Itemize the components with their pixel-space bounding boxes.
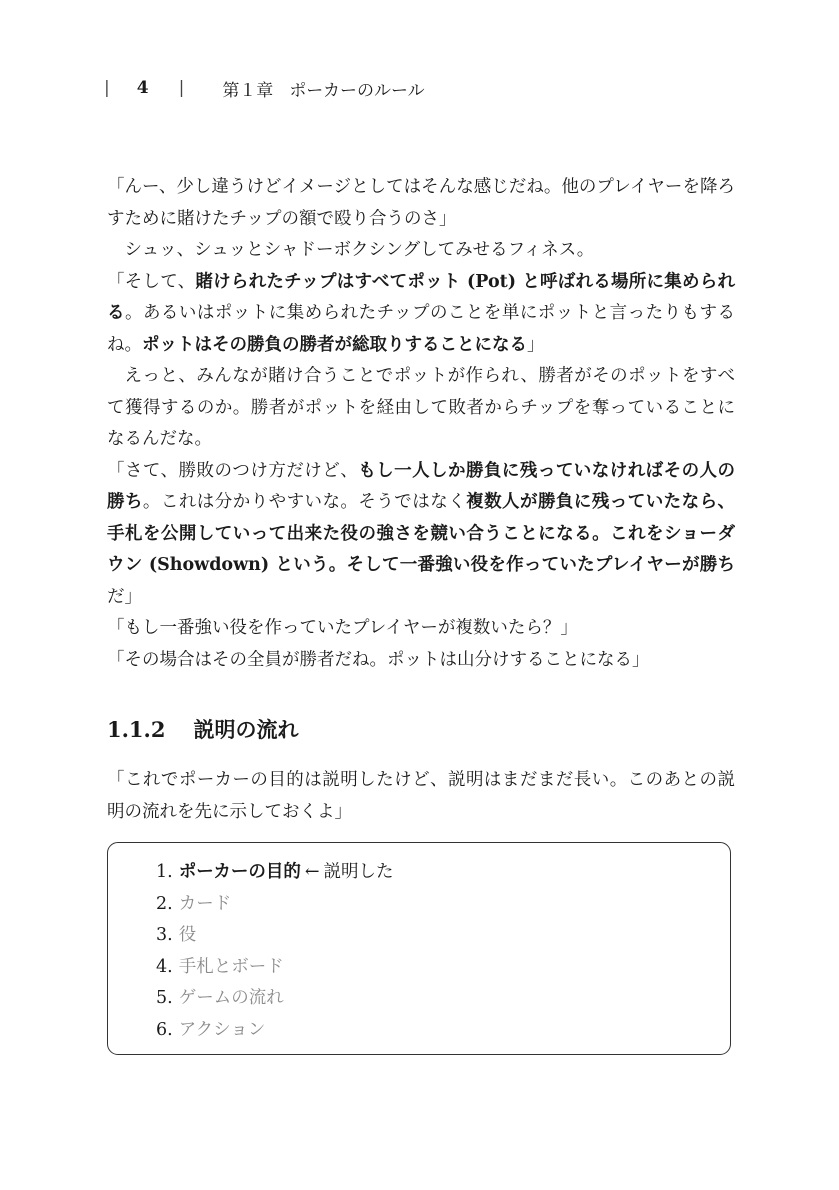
- chapter-label: 第１章: [222, 80, 274, 101]
- paragraph: [107, 267, 735, 362]
- outline-item: [156, 983, 394, 1015]
- paragraph: [107, 361, 735, 456]
- outline-item: [156, 857, 394, 889]
- outline-item-number: 2.: [156, 893, 173, 914]
- outline-list: [156, 857, 394, 1047]
- outline-item-note: 説明した: [323, 862, 394, 882]
- outline-item-number: 6.: [156, 1019, 173, 1040]
- text-run: 「そして、: [107, 271, 196, 292]
- running-header: [104, 76, 425, 100]
- outline-item-label: アクション: [178, 1019, 266, 1040]
- text-run: 。これは分かりやすいな。そうではなく: [142, 492, 467, 512]
- paragraph: [107, 613, 735, 645]
- bold-text: 複数人が勝負に残っていたなら、手札を公開していって出来た役の強さを競い合うことになる。これをショーダウン (Showdown) という。そして一番強い役を作っていたプレイヤーが勝ち: [107, 492, 736, 575]
- section-heading: [107, 714, 298, 744]
- section-paragraph: 「これでポーカーの目的は説明したけど、説明はまだまだ長い。このあとの説明の流れを先に示しておくよ」: [107, 770, 735, 822]
- text-run: えっと、みんなが賭け合うことでポットが作られ、勝者がそのポットをすべて獲得するのか。勝者がポットを経由して敗者からチップを奪っていることになるんだな。: [107, 366, 735, 449]
- text-run: だ」: [107, 586, 142, 607]
- paragraph: [107, 456, 735, 614]
- bold-text: ポットはその勝負の勝者が総取りすることになる: [142, 334, 527, 355]
- outline-item-label: ポーカーの目的: [178, 862, 301, 882]
- outline-item-number: 1.: [156, 862, 173, 882]
- text-run: シュッ、シュッとシャドーボクシングしてみせるフィネス。: [124, 240, 595, 260]
- text-run: 。あるいはポットに集められたチップのことを単にポットと言ったりもするね。: [107, 303, 736, 355]
- text-run: 」: [527, 334, 545, 355]
- section-title: 説明の流れ: [193, 717, 299, 742]
- section-text: [107, 765, 735, 828]
- outline-item: [156, 952, 394, 984]
- outline-item-label: カード: [178, 893, 232, 914]
- text-run: 「その場合はその全員が勝者だね。ポットは山分けすることになる」: [107, 649, 650, 670]
- outline-item-number: 3.: [156, 925, 173, 946]
- bold-text: 賭けられたチップはすべてポット (Pot) と呼ばれる場所に集められる: [107, 271, 735, 323]
- body-text: [107, 172, 735, 676]
- outline-item: [156, 889, 394, 921]
- paragraph: [107, 645, 735, 677]
- chapter-title: ポーカーのルール: [289, 80, 425, 101]
- outline-item-label: 役: [178, 925, 197, 946]
- left-arrow-icon: ←: [304, 862, 320, 882]
- header-bar-right: |: [178, 78, 185, 98]
- outline-item: [156, 1015, 394, 1047]
- paragraph: [107, 235, 735, 267]
- section-number: 1.1.2: [107, 717, 166, 742]
- text-run: 「もし一番強い役を作っていたプレイヤーが複数いたら？」: [107, 618, 578, 638]
- outline-item-number: 4.: [156, 956, 173, 977]
- outline-item-label: 手札とボード: [178, 956, 284, 977]
- page-number: 4: [136, 78, 149, 98]
- text-run: 「んー、少し違うけどイメージとしてはそんな感じだね。他のプレイヤーを降ろすために賭けたチップの額で殴り合うのさ」: [107, 177, 735, 229]
- paragraph: [107, 172, 735, 235]
- outline-item-label: ゲームの流れ: [178, 988, 284, 1009]
- header-bar-left: |: [104, 78, 110, 98]
- outline-item: [156, 920, 394, 952]
- text-run: 「さて、勝敗のつけ方だけど、: [107, 460, 359, 481]
- bold-text: もし一人しか勝負に残っていなければその人の勝ち: [107, 460, 736, 512]
- outline-box: [107, 842, 731, 1055]
- outline-item-number: 5.: [156, 988, 173, 1009]
